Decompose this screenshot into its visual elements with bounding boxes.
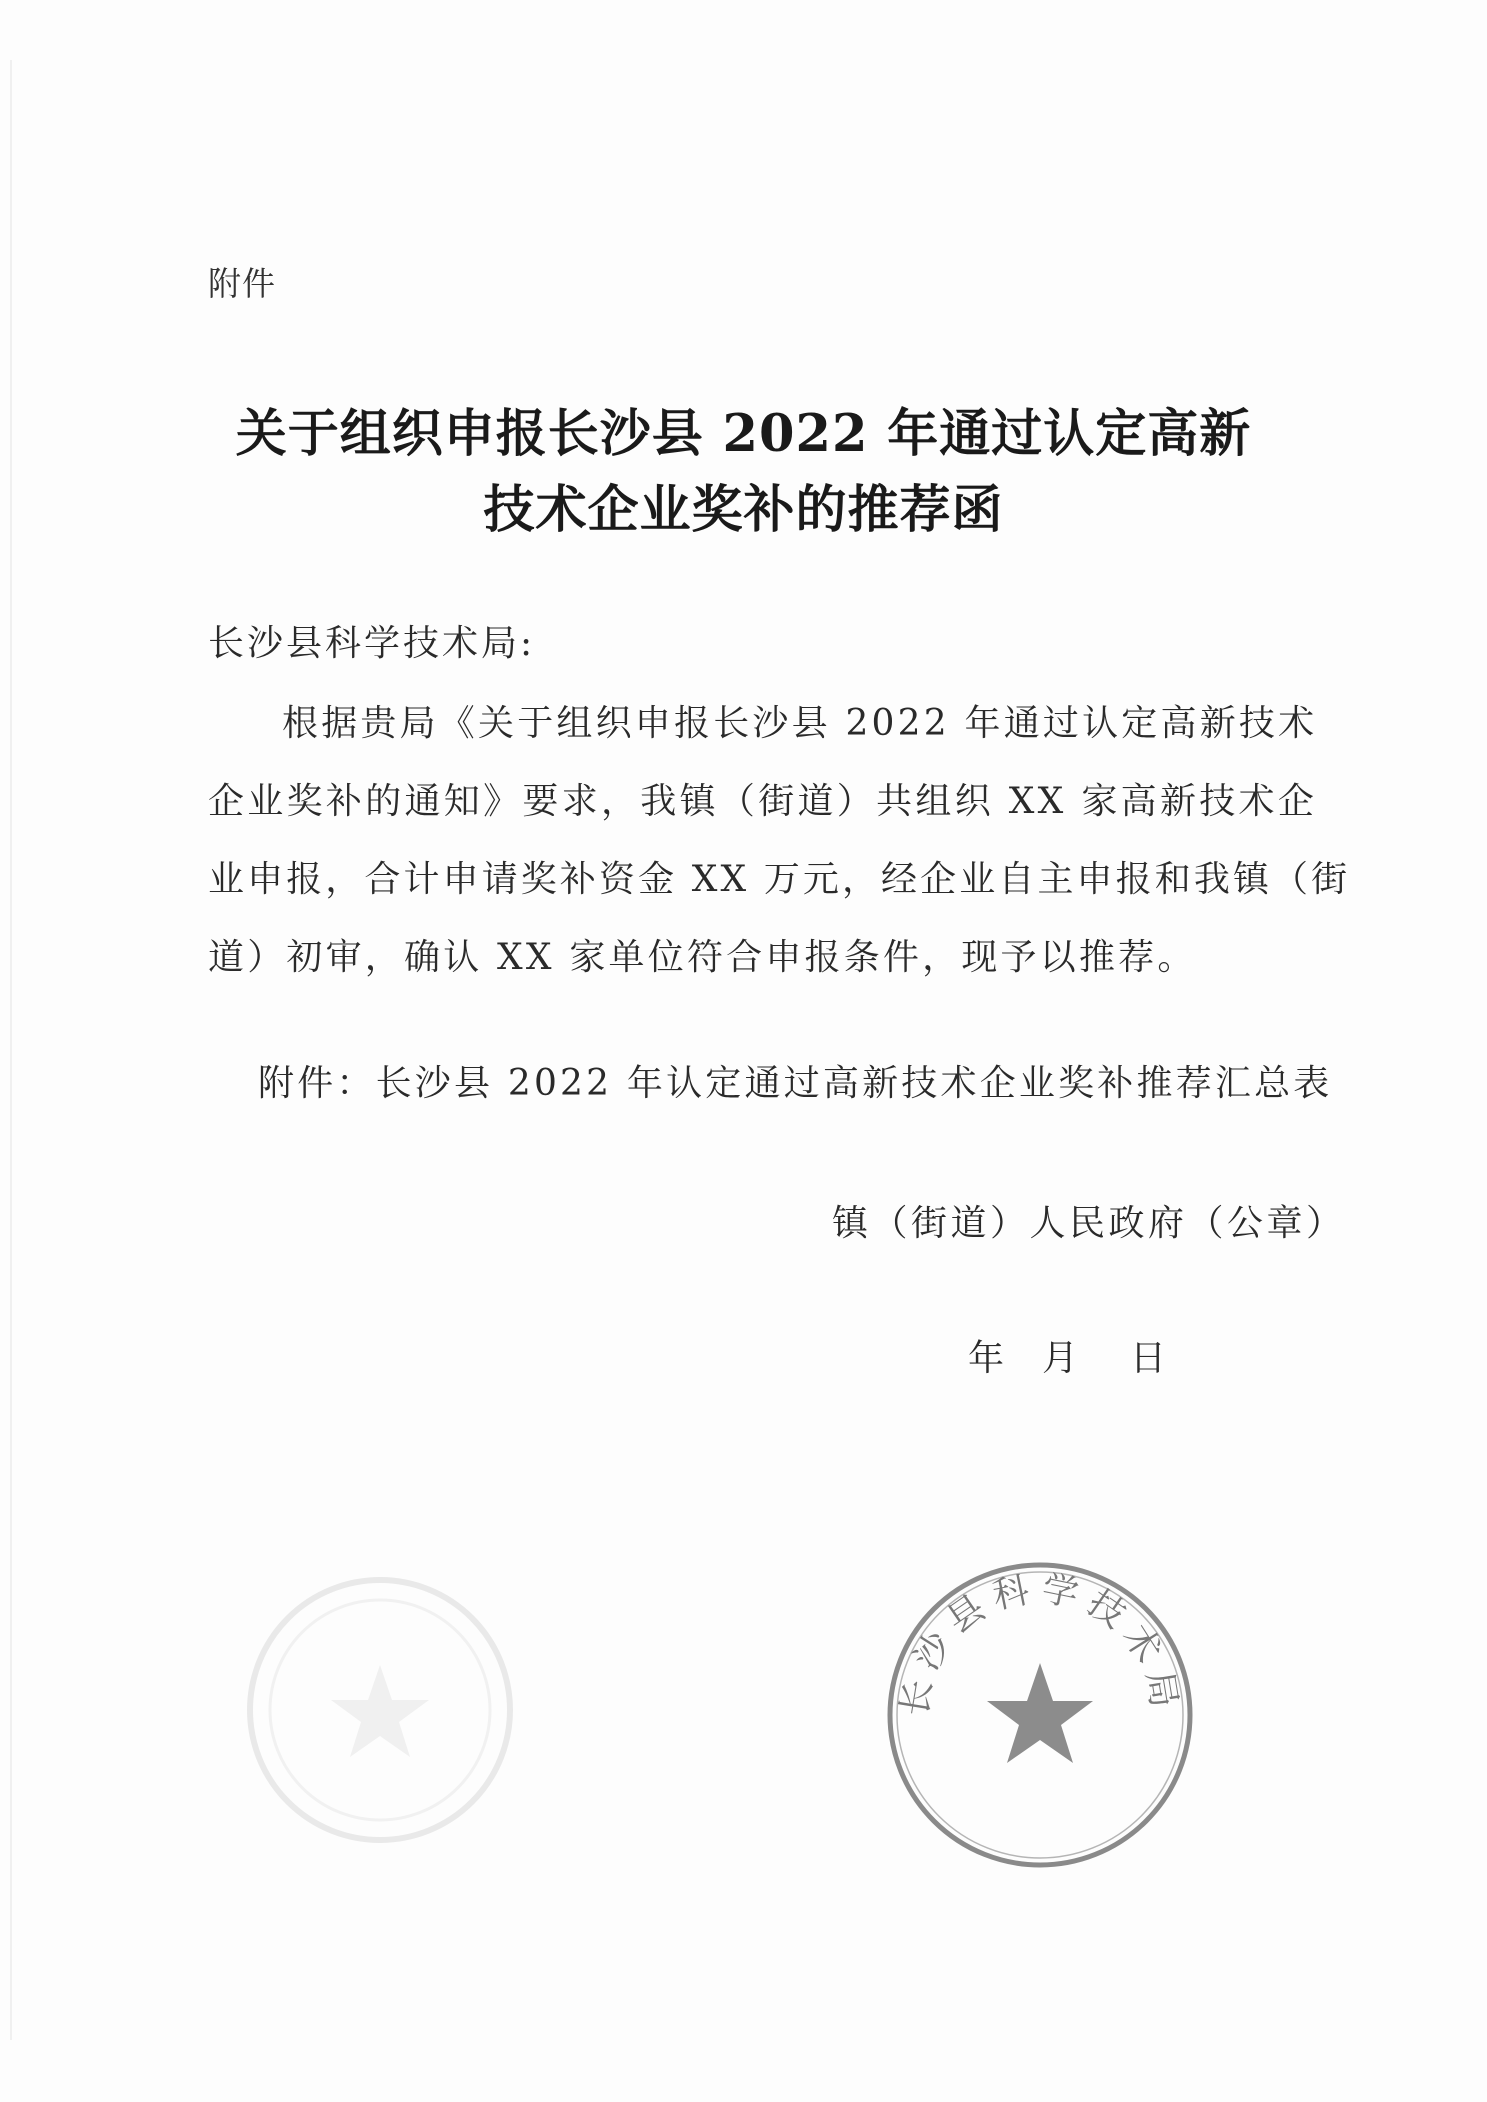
body-line-4: 道）初审，确认 XX 家单位符合申报条件，现予以推荐。	[208, 937, 1197, 978]
body-line-3: 业申报，合计申请奖补资金 XX 万元，经企业自主申报和我镇（街	[208, 859, 1351, 900]
date-month: 月	[1042, 1338, 1079, 1379]
salutation: 长沙县科学技术局:	[208, 623, 536, 664]
annex-line: 附件：长沙县 2022 年认定通过高新技术企业奖补推荐汇总表	[258, 1063, 1333, 1104]
faint-seal-image	[230, 1560, 530, 1860]
official-seal-image	[880, 1555, 1200, 1875]
body-line-2: 企业奖补的通知》要求，我镇（街道）共组织 XX 家高新技术企	[208, 781, 1318, 822]
document-title-line-2: 技术企业奖补的推荐函	[483, 480, 1004, 540]
date-day: 日	[1130, 1338, 1167, 1379]
date-year: 年	[968, 1338, 1005, 1379]
page-edge-shadow	[10, 60, 12, 2040]
body-line-1: 根据贵局《关于组织申报长沙县 2022 年通过认定高新技术	[282, 703, 1318, 744]
attachment-label: 附件	[208, 264, 276, 303]
signature-line: 镇（街道）人民政府（公章）	[832, 1203, 1346, 1244]
document-title-line-1: 关于组织申报长沙县 2022 年通过认定高新	[235, 404, 1252, 464]
seal-text: 长沙县科学技术局	[894, 1568, 1186, 1720]
